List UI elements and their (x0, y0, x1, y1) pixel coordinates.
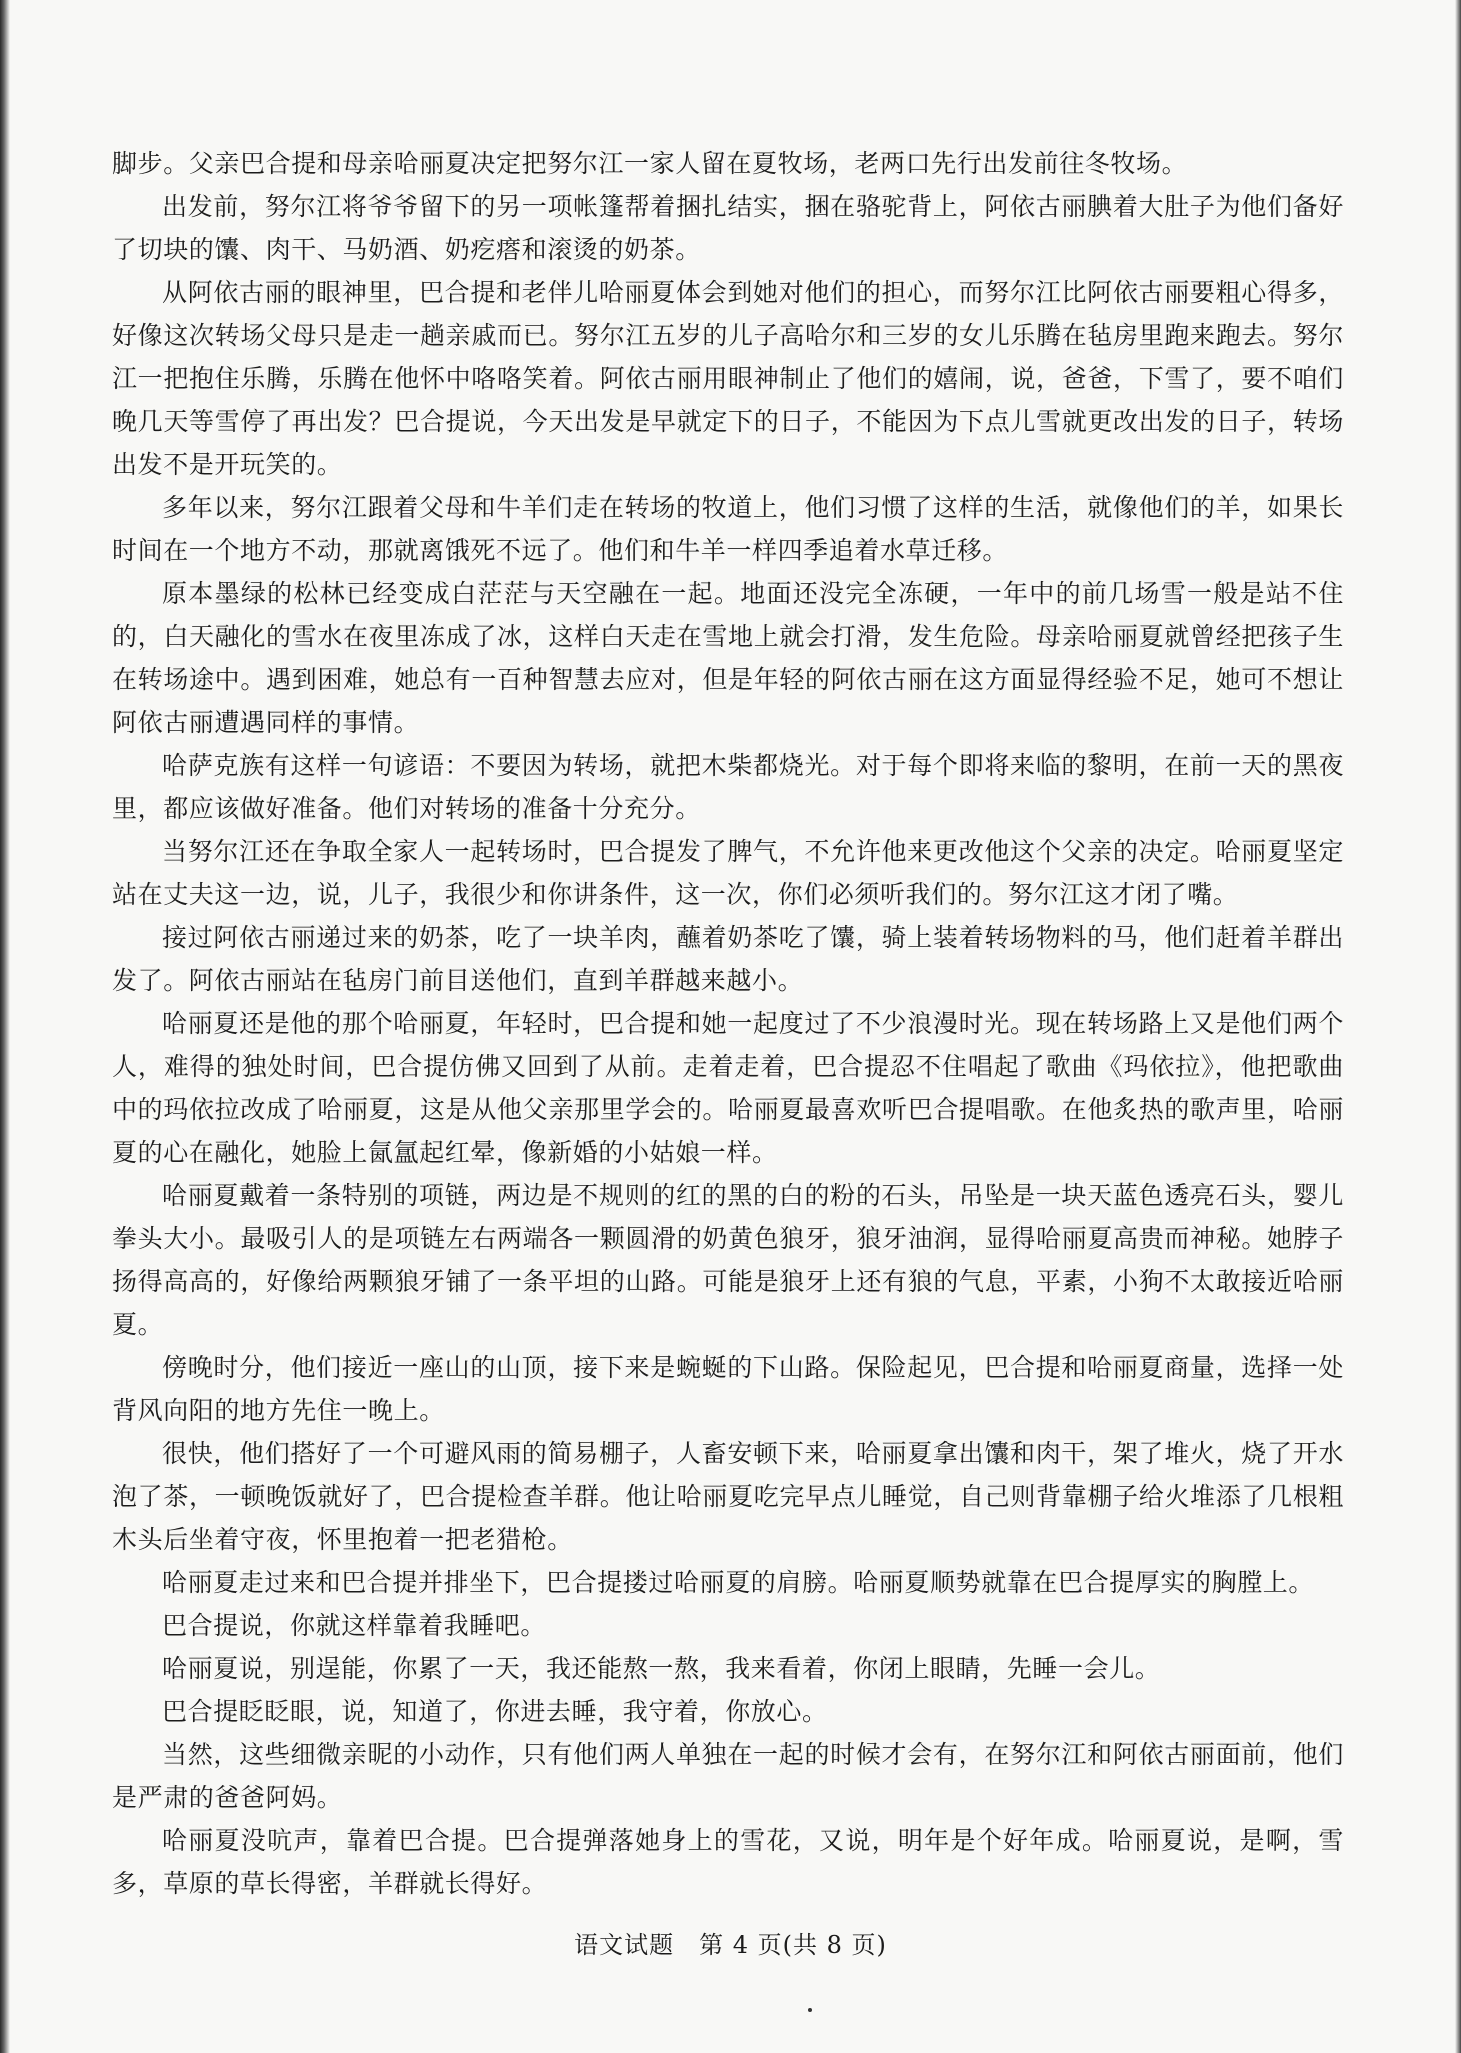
paragraph: 哈丽夏没吭声，靠着巴合提。巴合提弹落她身上的雪花，又说，明年是个好年成。哈丽夏说，是啊，雪多，草原的草长得密，羊群就长得好。 (112, 1826, 1344, 1898)
paragraph: 当然，这些细微亲昵的小动作，只有他们两人单独在一起的时候才会有，在努尔江和阿依古丽面前，他们是严肃的爸爸阿妈。 (112, 1740, 1344, 1812)
page-footer: 语文试题 第 4 页(共 8 页) (574, 1931, 887, 1959)
paragraph: 哈丽夏戴着一条特别的项链，两边是不规则的红的黑的白的粉的石头，吊坠是一块天蓝色透亮石头，婴儿拳头大小。最吸引人的是项链左右两端各一颗圆滑的奶黄色狼牙，狼牙油润，显得哈丽夏高贵而神秘。她脖子扬得高高的，好像给两颗狼牙铺了一条平坦的山路。可能是狼牙上还有狼的气息，平素，小狗不太敢接近哈丽夏。 (112, 1181, 1344, 1339)
paragraph: 哈萨克族有这样一句谚语：不要因为转场，就把木柴都烧光。对于每个即将来临的黎明，在前一天的黑夜里，都应该做好准备。他们对转场的准备十分充分。 (112, 751, 1344, 823)
paragraph: 巴合提说，你就这样靠着我睡吧。 (162, 1611, 547, 1640)
paragraph: 当努尔江还在争取全家人一起转场时，巴合提发了脾气，不允许他来更改他这个父亲的决定。哈丽夏坚定站在丈夫这一边，说，儿子，我很少和你讲条件，这一次，你们必须听我们的。努尔江这才闭了嘴。 (112, 837, 1344, 909)
scan-edge-left (0, 0, 10, 2053)
paragraph: 接过阿依古丽递过来的奶茶，吃了一块羊肉，蘸着奶茶吃了馕，骑上装着转场物料的马，他们赶着羊群出发了。阿依古丽站在毡房门前目送他们，直到羊群越来越小。 (112, 923, 1344, 995)
paragraph: 很快，他们搭好了一个可避风雨的简易棚子，人畜安顿下来，哈丽夏拿出馕和肉干，架了堆火，烧了开水泡了茶，一顿晚饭就好了，巴合提检查羊群。他让哈丽夏吃完早点儿睡觉，自己则背靠棚子给火堆添了几根粗木头后坐着守夜，怀里抱着一把老猎枪。 (112, 1439, 1344, 1554)
paragraph: 出发前，努尔江将爷爷留下的另一项帐篷帮着捆扎结实，捆在骆驼背上，阿依古丽腆着大肚子为他们备好了切块的馕、肉干、马奶酒、奶疙瘩和滚烫的奶茶。 (112, 192, 1344, 264)
paragraph: 原本墨绿的松林已经变成白茫茫与天空融在一起。地面还没完全冻硬，一年中的前几场雪一般是站不住的，白天融化的雪水在夜里冻成了冰，这样白天走在雪地上就会打滑，发生危险。母亲哈丽夏就曾经把孩子生在转场途中。遇到困难，她总有一百种智慧去应对，但是年轻的阿依古丽在这方面显得经验不足，她可不想让阿依古丽遭遇同样的事情。 (112, 579, 1344, 737)
paragraph: 哈丽夏走过来和巴合提并排坐下，巴合提搂过哈丽夏的肩膀。哈丽夏顺势就靠在巴合提厚实的胸膛上。 (162, 1568, 1315, 1597)
scan-edge-right (1455, 0, 1461, 2053)
paragraph: 哈丽夏说，别逞能，你累了一天，我还能熬一熬，我来看着，你闭上眼睛，先睡一会儿。 (162, 1654, 1161, 1683)
paragraph: 从阿依古丽的眼神里，巴合提和老伴儿哈丽夏体会到她对他们的担心，而努尔江比阿依古丽要粗心得多，好像这次转场父母只是走一趟亲戚而已。努尔江五岁的儿子高哈尔和三岁的女儿乐腾在毡房里跑来跑去。努尔江一把抱住乐腾，乐腾在他怀中咯咯笑着。阿依古丽用眼神制止了他们的嬉闹，说，爸爸，下雪了，要不咱们晚几天等雪停了再出发？巴合提说，今天出发是早就定下的日子，不能因为下点儿雪就更改出发的日子，转场出发不是开玩笑的。 (112, 278, 1344, 479)
paragraph: 巴合提眨眨眼，说，知道了，你进去睡，我守着，你放心。 (162, 1697, 828, 1726)
paragraph: 傍晚时分，他们接近一座山的山顶，接下来是蜿蜒的下山路。保险起见，巴合提和哈丽夏商量，选择一处背风向阳的地方先住一晚上。 (112, 1353, 1344, 1425)
scan-speck (808, 2008, 812, 2012)
paragraph: 哈丽夏还是他的那个哈丽夏，年轻时，巴合提和她一起度过了不少浪漫时光。现在转场路上又是他们两个人，难得的独处时间，巴合提仿佛又回到了从前。走着走着，巴合提忍不住唱起了歌曲《玛依拉》，他把歌曲中的玛依拉改成了哈丽夏，这是从他父亲那里学会的。哈丽夏最喜欢听巴合提唱歌。在他炙热的歌声里，哈丽夏的心在融化，她脸上氤氲起红晕，像新婚的小姑娘一样。 (112, 1009, 1344, 1167)
paragraph: 脚步。父亲巴合提和母亲哈丽夏决定把努尔江一家人留在夏牧场，老两口先行出发前往冬牧场。 (112, 149, 1188, 178)
paragraph: 多年以来，努尔江跟着父母和牛羊们走在转场的牧道上，他们习惯了这样的生活，就像他们的羊，如果长时间在一个地方不动，那就离饿死不远了。他们和牛羊一样四季追着水草迁移。 (112, 493, 1344, 565)
passage-body (112, 142, 1344, 1905)
